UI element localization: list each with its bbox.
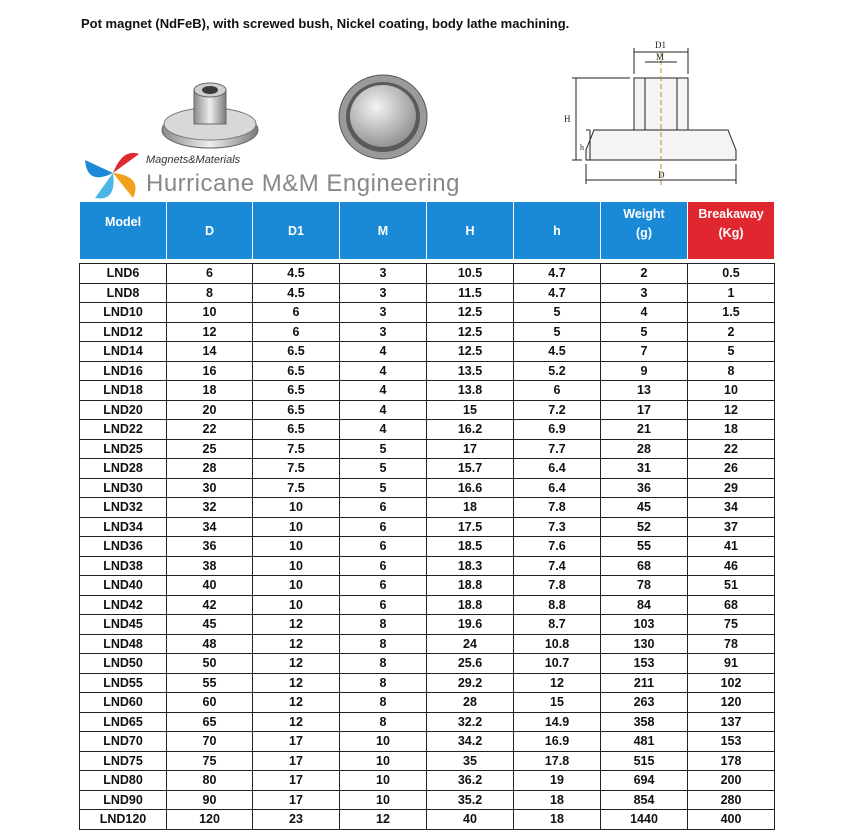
table-cell: 75 (167, 751, 253, 771)
table-cell: 12 (514, 673, 601, 693)
table-cell: 8 (340, 673, 427, 693)
table-cell: LND80 (80, 771, 167, 791)
table-cell: 1440 (601, 810, 688, 830)
table-cell: LND28 (80, 459, 167, 479)
table-cell: 8 (340, 634, 427, 654)
table-cell: 6 (167, 264, 253, 284)
table-cell: 18 (514, 790, 601, 810)
table-cell: 12 (253, 615, 340, 635)
table-row (80, 810, 775, 830)
table-cell: 36.2 (427, 771, 514, 791)
table-cell: 12 (167, 322, 253, 342)
table-cell: 19.6 (427, 615, 514, 635)
table-cell: 21 (601, 420, 688, 440)
table-cell: 18.5 (427, 537, 514, 557)
table-cell: 10.8 (514, 634, 601, 654)
table-cell: 12 (340, 810, 427, 830)
table-cell: 70 (167, 732, 253, 752)
table-cell: 7.3 (514, 517, 601, 537)
table-cell: 10 (340, 751, 427, 771)
table-cell: 4 (340, 342, 427, 362)
table-cell: 17 (601, 400, 688, 420)
table-cell: 4.7 (514, 264, 601, 284)
table-cell: 694 (601, 771, 688, 791)
table-cell: 16.2 (427, 420, 514, 440)
table-cell: 24 (427, 634, 514, 654)
table-cell: 10.5 (427, 264, 514, 284)
table-cell: 2 (688, 322, 775, 342)
table-cell: LND45 (80, 615, 167, 635)
table-cell: 8.7 (514, 615, 601, 635)
table-cell: 52 (601, 517, 688, 537)
table-cell: LND25 (80, 439, 167, 459)
table-row (80, 400, 775, 420)
table-cell: 29 (688, 478, 775, 498)
table-cell: LND18 (80, 381, 167, 401)
table-cell: 18.8 (427, 595, 514, 615)
table-cell: 6.5 (253, 400, 340, 420)
table-cell: 5 (688, 342, 775, 362)
table-cell: 211 (601, 673, 688, 693)
table-cell: 12 (253, 712, 340, 732)
table-row (80, 615, 775, 635)
table-cell: 6 (340, 498, 427, 518)
table-cell: 46 (688, 556, 775, 576)
table-cell: 6 (340, 556, 427, 576)
table-cell: 10 (253, 556, 340, 576)
table-cell: LND38 (80, 556, 167, 576)
table-cell: LND42 (80, 595, 167, 615)
table-cell: 15 (427, 400, 514, 420)
table-cell: 10 (167, 303, 253, 323)
table-cell: 1.5 (688, 303, 775, 323)
table-cell: 34.2 (427, 732, 514, 752)
table-cell: 7.2 (514, 400, 601, 420)
table-cell: 6.5 (253, 381, 340, 401)
table-row (80, 381, 775, 401)
table-cell: 34 (167, 517, 253, 537)
table-cell: 3 (601, 283, 688, 303)
table-cell: 38 (167, 556, 253, 576)
table-cell: 10.7 (514, 654, 601, 674)
table-cell: 6 (340, 537, 427, 557)
table-cell: 23 (253, 810, 340, 830)
table-cell: 358 (601, 712, 688, 732)
table-cell: 7.5 (253, 439, 340, 459)
table-cell: 13 (601, 381, 688, 401)
table-cell: 515 (601, 751, 688, 771)
table-row (80, 478, 775, 498)
table-row (80, 595, 775, 615)
table-cell: 4 (340, 361, 427, 381)
table-cell: 14 (167, 342, 253, 362)
table-cell: 90 (167, 790, 253, 810)
page-title: Pot magnet (NdFeB), with screwed bush, Nickel coating, body lathe machining. (81, 16, 570, 31)
table-row (80, 771, 775, 791)
table-cell: 12 (253, 634, 340, 654)
table-cell: 36 (167, 537, 253, 557)
table-cell: 18 (167, 381, 253, 401)
table-cell: 68 (601, 556, 688, 576)
table-row (80, 790, 775, 810)
table-cell: 3 (340, 303, 427, 323)
table-cell: 4 (340, 381, 427, 401)
table-cell: 8 (688, 361, 775, 381)
table-cell: 7.8 (514, 576, 601, 596)
table-cell: 4 (340, 400, 427, 420)
table-cell: LND16 (80, 361, 167, 381)
table-cell: 4 (340, 420, 427, 440)
table-cell: 6.5 (253, 361, 340, 381)
table-row (80, 498, 775, 518)
table-cell: LND32 (80, 498, 167, 518)
table-cell: 15 (514, 693, 601, 713)
table-cell: 5 (601, 322, 688, 342)
table-cell: 17 (427, 439, 514, 459)
table-cell: LND40 (80, 576, 167, 596)
table-cell: 11.5 (427, 283, 514, 303)
table-cell: 15.7 (427, 459, 514, 479)
table-cell: 7 (601, 342, 688, 362)
table-cell: 37 (688, 517, 775, 537)
table-cell: 19 (514, 771, 601, 791)
table-cell: 4.7 (514, 283, 601, 303)
table-cell: 200 (688, 771, 775, 791)
table-cell: 5 (340, 478, 427, 498)
table-cell: 10 (253, 595, 340, 615)
table-cell: 35 (427, 751, 514, 771)
table-cell: 4.5 (253, 283, 340, 303)
table-row (80, 303, 775, 323)
table-cell: 10 (340, 790, 427, 810)
table-row (80, 712, 775, 732)
table-cell: 25 (167, 439, 253, 459)
specs-table (79, 201, 775, 830)
table-cell: 7.6 (514, 537, 601, 557)
table-cell: 5 (340, 459, 427, 479)
table-cell: 14.9 (514, 712, 601, 732)
table-cell: 55 (167, 673, 253, 693)
table-cell: 8 (340, 615, 427, 635)
table-cell: 80 (167, 771, 253, 791)
table-cell: 22 (167, 420, 253, 440)
table-cell: 18 (688, 420, 775, 440)
table-cell: 55 (601, 537, 688, 557)
pot-magnet-face-photo (338, 74, 428, 160)
table-cell: 3 (340, 264, 427, 284)
header-d1: D1 (253, 202, 340, 260)
table-cell: 17.5 (427, 517, 514, 537)
specs-table-body (80, 264, 775, 830)
table-cell: 6.4 (514, 459, 601, 479)
table-cell: 10 (688, 381, 775, 401)
table-cell: 2 (601, 264, 688, 284)
header-model: Model (80, 202, 167, 260)
logo-company-name: Hurricane M&M Engineering (146, 170, 460, 197)
table-cell: 20 (167, 400, 253, 420)
table-cell: 78 (688, 634, 775, 654)
company-logo-icon (83, 146, 141, 200)
table-cell: 5.2 (514, 361, 601, 381)
table-cell: 18 (514, 810, 601, 830)
table-cell: LND22 (80, 420, 167, 440)
table-cell: 29.2 (427, 673, 514, 693)
table-cell: 1 (688, 283, 775, 303)
table-row (80, 634, 775, 654)
table-cell: 8 (340, 693, 427, 713)
header-d: D (167, 202, 253, 260)
table-cell: 4.5 (253, 264, 340, 284)
table-cell: 263 (601, 693, 688, 713)
table-cell: 130 (601, 634, 688, 654)
table-cell: 18.8 (427, 576, 514, 596)
table-cell: 10 (253, 517, 340, 537)
table-cell: 12 (253, 693, 340, 713)
table-row (80, 673, 775, 693)
table-cell: 42 (167, 595, 253, 615)
table-cell: 4.5 (514, 342, 601, 362)
drawing-label-h-upper: H (564, 114, 571, 124)
table-cell: 10 (340, 771, 427, 791)
table-cell: 48 (167, 634, 253, 654)
table-cell: 8 (340, 654, 427, 674)
table-row (80, 556, 775, 576)
table-cell: 5 (514, 303, 601, 323)
table-cell: 40 (167, 576, 253, 596)
table-row (80, 322, 775, 342)
table-cell: 8.8 (514, 595, 601, 615)
table-cell: 32 (167, 498, 253, 518)
header-m: M (340, 202, 427, 260)
table-cell: 280 (688, 790, 775, 810)
table-cell: 5 (514, 322, 601, 342)
table-row (80, 732, 775, 752)
table-cell: 26 (688, 459, 775, 479)
drawing-label-m: M (656, 52, 665, 62)
table-row (80, 361, 775, 381)
table-cell: 120 (167, 810, 253, 830)
table-cell: 25.6 (427, 654, 514, 674)
table-cell: 8 (167, 283, 253, 303)
table-cell: 65 (167, 712, 253, 732)
table-cell: 17 (253, 751, 340, 771)
table-cell: 3 (340, 322, 427, 342)
table-cell: 30 (167, 478, 253, 498)
header-weight-line1: Weight (623, 207, 665, 221)
table-cell: LND70 (80, 732, 167, 752)
table-row (80, 459, 775, 479)
table-cell: 0.5 (688, 264, 775, 284)
table-cell: LND48 (80, 634, 167, 654)
table-cell: 120 (688, 693, 775, 713)
table-cell: 41 (688, 537, 775, 557)
table-cell: 137 (688, 712, 775, 732)
table-cell: 17 (253, 732, 340, 752)
table-row (80, 420, 775, 440)
drawing-label-h-lower: h (580, 143, 584, 152)
table-cell: 7.7 (514, 439, 601, 459)
table-cell: 45 (167, 615, 253, 635)
table-cell: 3 (340, 283, 427, 303)
header-h-upper: H (427, 202, 514, 260)
logo-tagline: Magnets&Materials (146, 154, 241, 166)
table-cell: 5 (340, 439, 427, 459)
table-cell: 28 (167, 459, 253, 479)
table-cell: 28 (427, 693, 514, 713)
table-cell: 8 (340, 712, 427, 732)
header-breakaway-line2: (Kg) (718, 226, 744, 240)
table-cell: 6.5 (253, 420, 340, 440)
table-cell: LND30 (80, 478, 167, 498)
table-cell: 10 (253, 537, 340, 557)
table-cell: 6.5 (253, 342, 340, 362)
table-cell: 50 (167, 654, 253, 674)
table-cell: LND36 (80, 537, 167, 557)
table-cell: 36 (601, 478, 688, 498)
table-cell: LND55 (80, 673, 167, 693)
table-cell: 84 (601, 595, 688, 615)
table-cell: 75 (688, 615, 775, 635)
table-cell: 6.9 (514, 420, 601, 440)
table-cell: 22 (688, 439, 775, 459)
table-cell: 31 (601, 459, 688, 479)
table-row (80, 751, 775, 771)
table-cell: 7.5 (253, 459, 340, 479)
table-cell: LND12 (80, 322, 167, 342)
table-cell: 7.5 (253, 478, 340, 498)
table-cell: LND34 (80, 517, 167, 537)
pot-magnet-side-photo (160, 78, 260, 156)
table-row (80, 283, 775, 303)
table-cell: 854 (601, 790, 688, 810)
table-row (80, 693, 775, 713)
header-breakaway-line1: Breakaway (698, 207, 764, 221)
table-cell: LND6 (80, 264, 167, 284)
table-cell: 17 (253, 771, 340, 791)
table-cell: 103 (601, 615, 688, 635)
table-cell: LND120 (80, 810, 167, 830)
table-cell: 40 (427, 810, 514, 830)
table-cell: LND8 (80, 283, 167, 303)
table-cell: 10 (340, 732, 427, 752)
table-cell: 91 (688, 654, 775, 674)
table-cell: 16 (167, 361, 253, 381)
table-cell: 17.8 (514, 751, 601, 771)
table-cell: 68 (688, 595, 775, 615)
table-row (80, 576, 775, 596)
table-cell: 16.9 (514, 732, 601, 752)
table-row (80, 264, 775, 284)
table-cell: LND65 (80, 712, 167, 732)
table-cell: 6 (340, 517, 427, 537)
table-cell: LND75 (80, 751, 167, 771)
table-row (80, 439, 775, 459)
table-cell: LND60 (80, 693, 167, 713)
technical-drawing (550, 38, 780, 190)
table-row (80, 654, 775, 674)
table-cell: 13.5 (427, 361, 514, 381)
table-cell: LND20 (80, 400, 167, 420)
table-row (80, 517, 775, 537)
table-cell: 4 (601, 303, 688, 323)
table-cell: 6 (253, 303, 340, 323)
table-cell: 10 (253, 498, 340, 518)
table-cell: 6.4 (514, 478, 601, 498)
table-cell: 481 (601, 732, 688, 752)
table-cell: 17 (253, 790, 340, 810)
table-cell: 51 (688, 576, 775, 596)
table-cell: 16.6 (427, 478, 514, 498)
table-cell: 35.2 (427, 790, 514, 810)
table-cell: 78 (601, 576, 688, 596)
drawing-label-d1: D1 (655, 40, 666, 50)
header-weight (601, 202, 688, 260)
table-cell: 32.2 (427, 712, 514, 732)
table-cell: 60 (167, 693, 253, 713)
table-cell: 12.5 (427, 303, 514, 323)
header-h-lower: h (514, 202, 601, 260)
table-header-row (80, 202, 775, 260)
table-cell: 45 (601, 498, 688, 518)
table-cell: 34 (688, 498, 775, 518)
table-cell: 12.5 (427, 342, 514, 362)
table-row (80, 537, 775, 557)
table-cell: LND50 (80, 654, 167, 674)
table-cell: 7.4 (514, 556, 601, 576)
table-cell: 102 (688, 673, 775, 693)
table-cell: 10 (253, 576, 340, 596)
table-cell: LND10 (80, 303, 167, 323)
table-row (80, 342, 775, 362)
table-cell: 6 (340, 576, 427, 596)
header-weight-line2: (g) (636, 226, 652, 240)
table-cell: 12 (688, 400, 775, 420)
table-cell: 18.3 (427, 556, 514, 576)
table-cell: 178 (688, 751, 775, 771)
table-cell: 153 (601, 654, 688, 674)
header-breakaway (688, 202, 775, 260)
table-cell: 400 (688, 810, 775, 830)
table-cell: 12 (253, 673, 340, 693)
table-cell: 13.8 (427, 381, 514, 401)
table-cell: 153 (688, 732, 775, 752)
table-cell: 18 (427, 498, 514, 518)
table-cell: 6 (514, 381, 601, 401)
table-cell: 12.5 (427, 322, 514, 342)
table-cell: 7.8 (514, 498, 601, 518)
table-cell: 12 (253, 654, 340, 674)
drawing-label-d: D (658, 170, 665, 180)
table-cell: 6 (340, 595, 427, 615)
table-cell: 28 (601, 439, 688, 459)
table-cell: 9 (601, 361, 688, 381)
table-cell: LND14 (80, 342, 167, 362)
table-cell: 6 (253, 322, 340, 342)
table-cell: LND90 (80, 790, 167, 810)
